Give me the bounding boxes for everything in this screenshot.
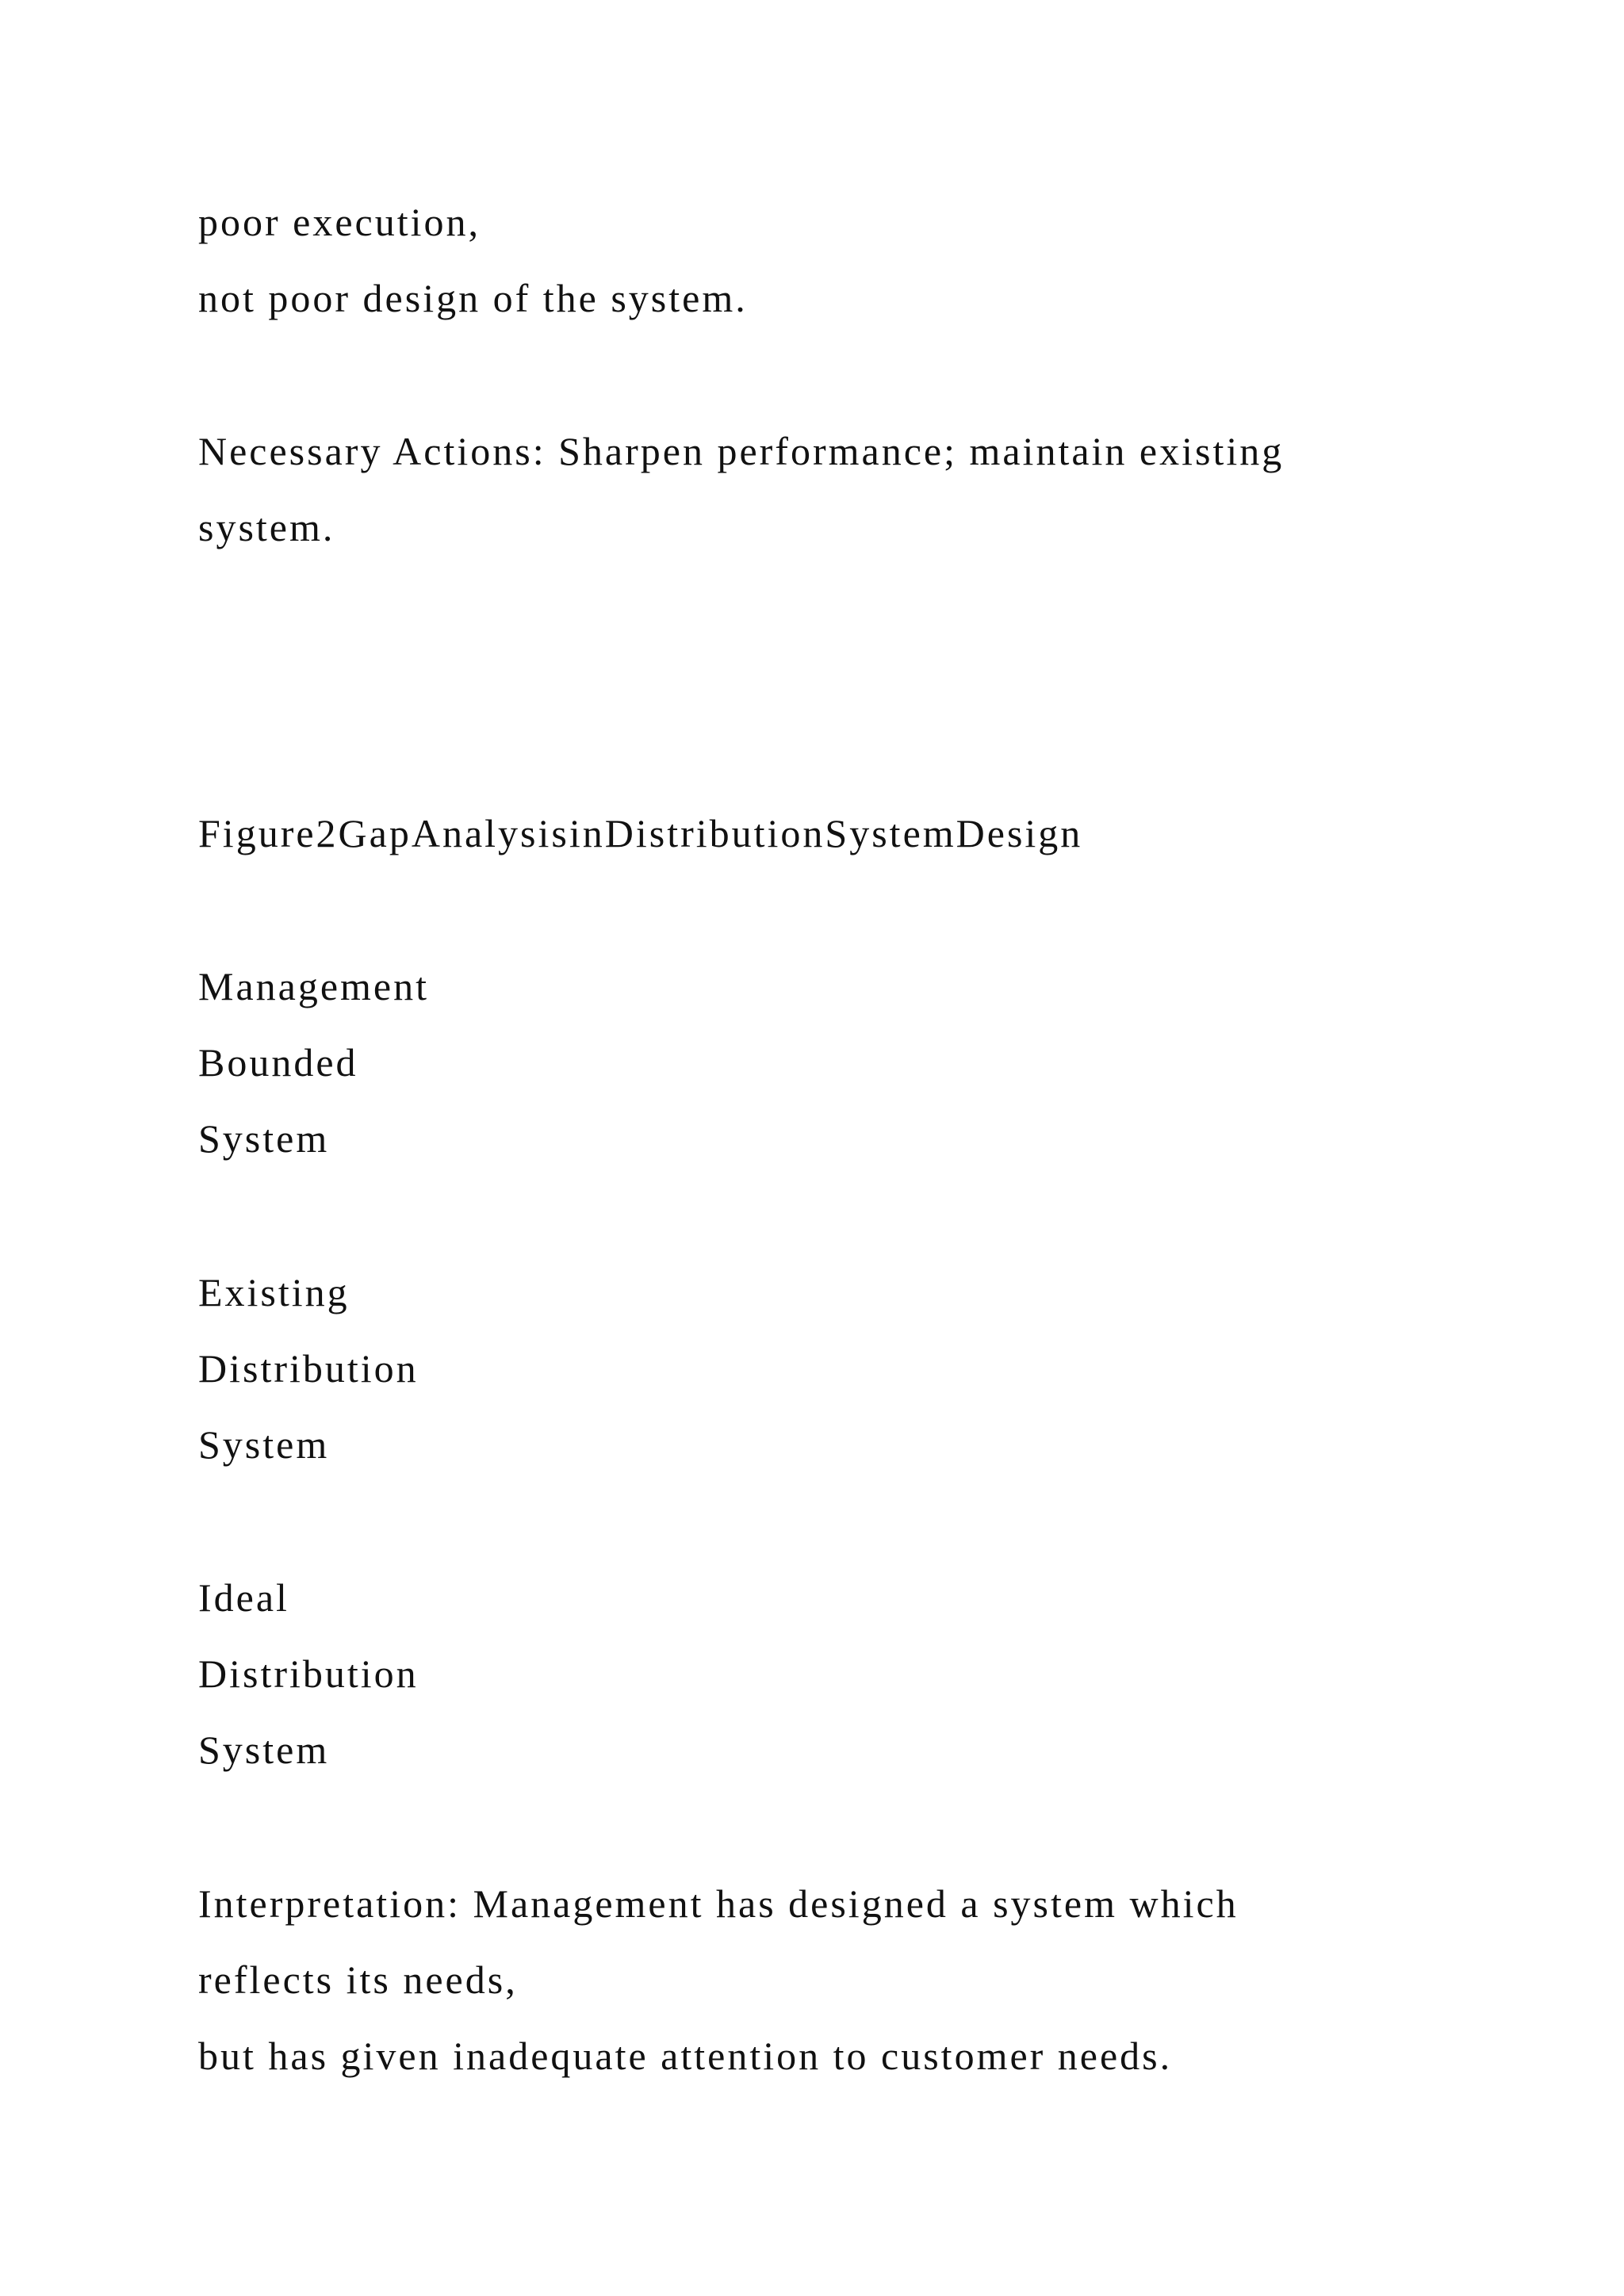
- interpretation-text: but has given inadequate attention to customer needs.: [198, 2034, 1173, 2078]
- necessary-actions-text: Necessary Actions: Sharpen performance; maintain existing: [198, 429, 1285, 473]
- figure-label-management-bounded: Bounded: [198, 1040, 358, 1085]
- figure-label-existing-distribution: Existing: [198, 1270, 350, 1314]
- figure-label-management-bounded: Management: [198, 964, 430, 1008]
- necessary-actions-text: system.: [198, 505, 335, 549]
- body-text-line: not poor design of the system.: [198, 276, 748, 320]
- figure-title: Figure2GapAnalysisinDistributionSystemDesign: [198, 811, 1083, 855]
- figure-label-ideal-distribution: Ideal: [198, 1575, 289, 1620]
- body-text-line: poor execution,: [198, 200, 481, 244]
- interpretation-text: reflects its needs,: [198, 1957, 518, 2002]
- figure-label-existing-distribution: Distribution: [198, 1346, 419, 1391]
- interpretation-text: Interpretation: Management has designed a system which: [198, 1881, 1239, 1926]
- figure-label-ideal-distribution: Distribution: [198, 1651, 419, 1696]
- figure-label-ideal-distribution: System: [198, 1728, 330, 1772]
- figure-label-management-bounded: System: [198, 1116, 330, 1161]
- figure-label-existing-distribution: System: [198, 1422, 330, 1467]
